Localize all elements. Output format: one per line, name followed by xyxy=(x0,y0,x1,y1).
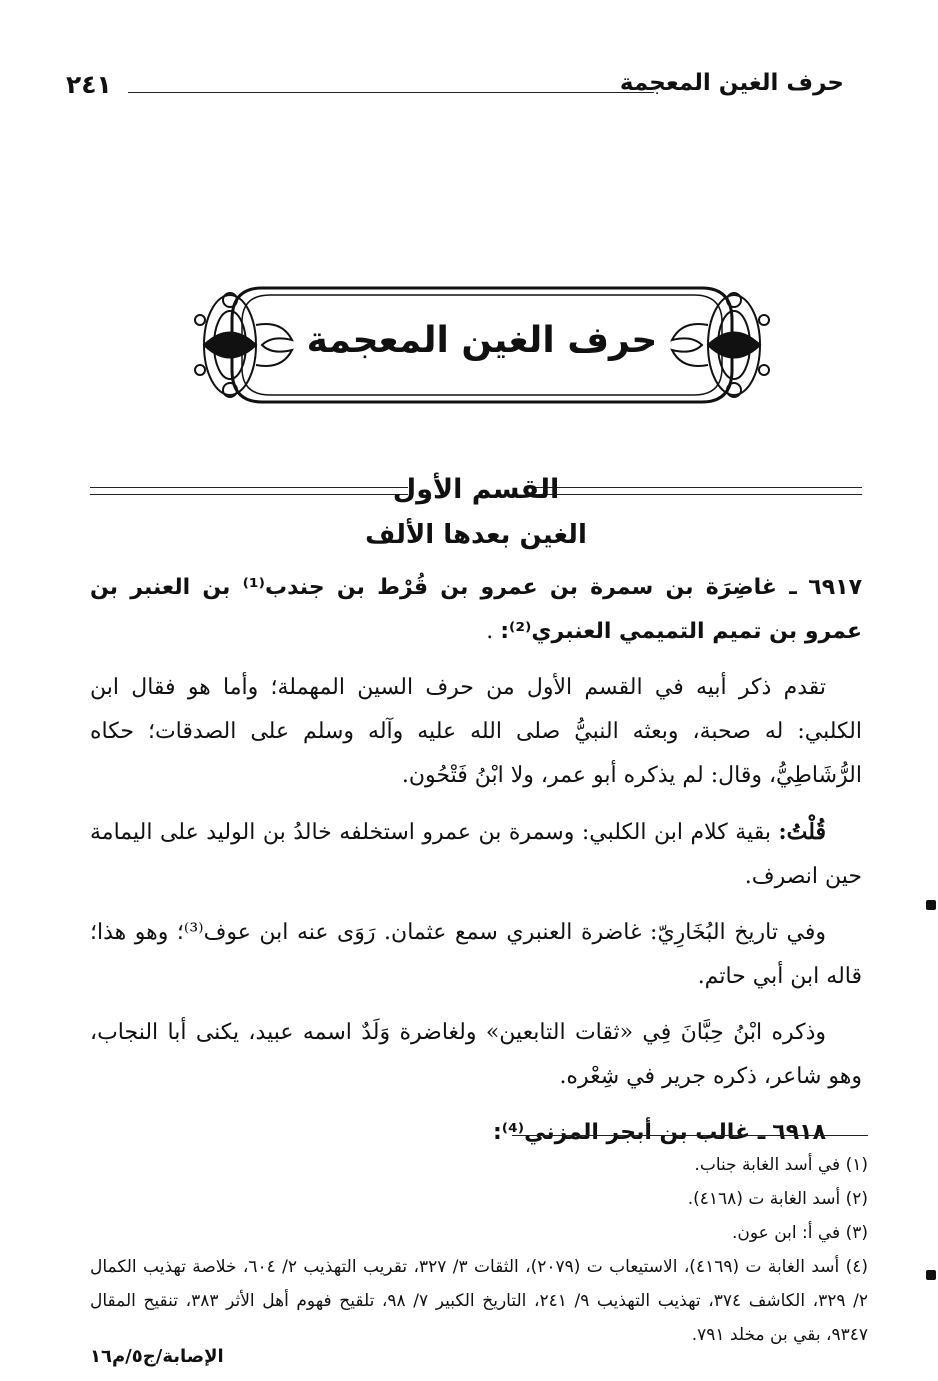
page-number: ٢٤١ xyxy=(66,70,112,99)
chapter-title: حرف الغين المعجمة xyxy=(306,320,658,361)
header-rule xyxy=(128,92,654,93)
paragraph-text: بقية كلام ابن الكلبي: وسمرة بن عمرو استخلفه خالدُ بن الوليد على اليمامة حين انصرف. xyxy=(90,820,862,889)
entry-6918: ٦٩١٨ ـ غالب بن أبجر المزني⁽⁴⁾: xyxy=(493,1120,826,1145)
body-text xyxy=(90,566,862,1167)
entry-heading-end: . xyxy=(486,619,494,644)
footnote-rule xyxy=(512,1135,868,1136)
entry-heading: غاضِرَة بن سمرة بن عمرو بن قُرْط بن جندب⁽¹⁾ بن العنبر بن عمرو بن تميم التميمي العنبري⁽²⁾: xyxy=(90,575,862,644)
subsection-title: الغين بعدها الألف xyxy=(365,520,587,550)
paragraph-lead: قُلْتُ: xyxy=(778,819,827,845)
footnote: (٣) في أ: ابن عون. xyxy=(732,1223,868,1243)
running-header xyxy=(66,70,844,104)
paragraph: وذكره ابْنُ حِبَّانَ فِي «ثقات التابعين» ولغاضرة وَلَدٌ اسمه عبيد، يكنى أبا النجاب، وهو شاعر، ذكره جرير في شِعْره. xyxy=(90,1020,862,1089)
entry-number: ٦٩١٨ xyxy=(772,1120,826,1145)
printer-signature: الإصابة/ج٥/م١٦ xyxy=(90,1346,224,1367)
paragraph: تقدم ذكر أبيه في القسم الأول من حرف السين المهملة؛ وأما هو فقال ابن الكلبي: له صحبة، وبعثه النبيُّ صلى الله عليه وآله وسلم على الصدقات؛ حكاه الرُّشَاطِيُّ، وقال: لم يذكره أبو عمر، ولا ابْنُ فَتْحُون. xyxy=(90,675,862,788)
paragraph-qultu xyxy=(90,810,862,899)
section-title: القسم الأول xyxy=(392,474,560,505)
section-heading xyxy=(90,474,862,514)
entry-6917: ٦٩١٧ ـ غاضِرَة بن سمرة بن عمرو بن قُرْط بن جندب⁽¹⁾ بن العنبر بن عمرو بن تميم التميمي العنبري⁽²⁾: . xyxy=(90,575,862,644)
scan-mark xyxy=(926,900,936,910)
footnotes xyxy=(90,1148,868,1352)
running-title: حرف الغين المعجمة xyxy=(619,70,844,96)
footnote: (١) في أسد الغابة جناب. xyxy=(694,1155,868,1175)
chapter-cartouche xyxy=(192,280,772,410)
paragraph: وفي تاريخ البُخَارِيّ: غاضرة العنبري سمع عثمان. رَوَى عنه ابن عوف⁽³⁾؛ وهو هذا؛ قاله ابن أبي حاتم. xyxy=(90,920,862,989)
entry-number: ٦٩١٧ xyxy=(808,575,862,600)
footnote: (٢) أسد الغابة ت (٤١٦٨). xyxy=(687,1189,868,1209)
entry-heading: غالب بن أبجر المزني⁽⁴⁾: xyxy=(493,1120,751,1145)
scan-mark xyxy=(926,1270,936,1280)
footnote: (٤) أسد الغابة ت (٤١٦٩)، الاستيعاب ت (٢٠٧٩)، الثقات ٣/ ٣٢٧، تقريب التهذيب ٢/ ٦٠٤، خلاصة تهذيب الكمال ٢/ ٣٢٩، الكاشف ٣٧٤، تهذيب التهذيب ٩/ ٢٤١، التاريخ الكبير ٧/ ٩٨، تلقيح فهوم أهل الأثر ٣٨٣، تنقيح المقال ٩٣٤٧، بقي بن مخلد ٧٩١. xyxy=(90,1257,868,1345)
